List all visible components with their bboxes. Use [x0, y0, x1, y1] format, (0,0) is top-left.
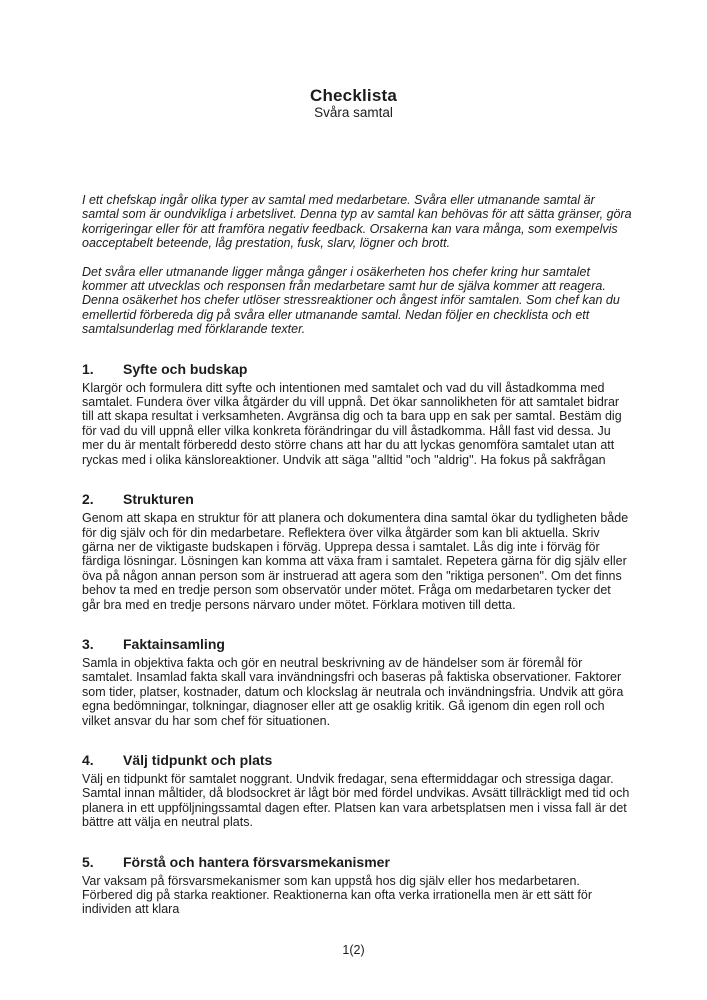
section-title: Förstå och hantera försvarsmekanismer [123, 853, 390, 870]
section-faktainsamling [82, 636, 632, 728]
section-heading [82, 752, 632, 768]
section-heading [82, 636, 632, 652]
section-number: 3. [82, 635, 94, 652]
section-strukturen [82, 491, 632, 612]
section-body: Genom att skapa en struktur för att planera och dokumentera dina samtal ökar du tydligheten både för dig själv och för din medarbetare. Reflektera över vilka åtgärder som kan bli aktuella. Skriv gärna ner de viktigaste budskapen i förväg. Upprepa dessa i samtalet. Lås dig inte i förväg för färdiga lösningar. Lösningen kan komma att växa fram i samtalet. Repetera gärna för dig själv eller öva på någon annan person som är instruerad att agera som den "riktiga personen". Om det finns behov ta med en tredje person som observatör under mötet. Fråga om medarbetaren tycker det går bra med en tredje persons närvaro under mötet. Förklara motiven till detta. [82, 511, 629, 612]
section-number: 5. [82, 853, 94, 870]
section-title: Strukturen [123, 491, 194, 508]
section-body: Var vaksam på försvarsmekanismer som kan uppstå hos dig själv eller hos medarbetaren. Förbered dig på starka reaktioner. Reaktionerna kan ofta verka irrationella men är ett sätt för individen att klara [82, 873, 592, 917]
section-body: Samla in objektiva fakta och gör en neutral beskrivning av de händelser som är föremål för samtalet. Insamlad fakta skall vara invändningsfri och baseras på faktiska observationer. Faktorer som tider, platser, kostnader, datum och klockslag är neutrala och invändningsfria. Undvik att göra egna bedömningar, tolkningar, diagnoser eller att ge osaklig kritik. Gå igenom din egen roll och vilket ansvar du har som chef för situationen. [82, 655, 624, 728]
section-title: Syfte och budskap [123, 360, 248, 377]
section-heading [82, 491, 632, 507]
section-valj-tidpunkt-och-plats [82, 752, 632, 830]
section-title: Faktainsamling [123, 635, 225, 652]
section-title: Välj tidpunkt och plats [123, 751, 273, 768]
section-heading [82, 854, 632, 870]
intro-paragraph-1: I ett chefskap ingår olika typer av samtal med medarbetare. Svåra eller utmanande samtal är samtal som är oundvikliga i arbetslivet. Denna typ av samtal kan behövas för att sätta gränser, göra korrigeringar eller för att framföra negativ feedback. Orsakerna kan vara många, som exempelvis oacceptabelt beteende, låg prestation, fusk, slarv, lögner och brott. [82, 193, 632, 251]
section-number: 4. [82, 751, 94, 768]
document-body [82, 193, 632, 917]
document-subtitle: Svåra samtal [314, 105, 393, 120]
section-heading [82, 361, 632, 377]
document-header [0, 0, 707, 121]
section-number: 1. [82, 360, 94, 377]
section-body: Klargör och formulera ditt syfte och intentionen med samtalet och vad du vill åstadkomma med samtalet. Fundera över vilka åtgärder du vill uppnå. Det ökar sannolikheten för att samtalet bidrar till att skapa resultat i verksamheten. Avgränsa dig och ta bara upp en sak per samtal. Bestäm dig för vad du vill uppnå eller vilka konkreta förändringar du vill åstadkomma. Håll fast vid dessa. Ju mer du är mentalt förberedd desto större chans att har du att lyckas genomföra samtalet utan att ryckas med i olika känsloreaktioner. Undvik att säga "alltid "och "aldrig". Ha fokus på sakfrågan [82, 380, 622, 467]
intro-paragraph-2: Det svåra eller utmanande ligger många gånger i osäkerheten hos chefer kring hur samtalet kommer att utvecklas och responsen från medarbetare samt hur de själva kommer att reagera. Denna osäkerhet hos chefer utlöser stressreaktioner och ångest inför samtalen. Som chef kan du emellertid förbereda dig på svåra eller utmanande samtal. Nedan följer en checklista och ett samtalsunderlag med förklarande texter. [82, 264, 620, 337]
section-number: 2. [82, 491, 94, 508]
page-number: 1(2) [342, 943, 365, 957]
section-body: Välj en tidpunkt för samtalet noggrant. Undvik fredagar, sena eftermiddagar och stressiga dagar. Samtal innan måltider, då blodsockret är lågt bör med fördel undvikas. Avsätt tillräckligt med tid och planera in ett uppföljningssamtal dagen efter. Platsen kan vara arbetsplatsen men i vissa fall är det bättre att välja en neutral plats. [82, 771, 630, 830]
section-syfte-och-budskap [82, 361, 632, 467]
document-title: Checklista [309, 86, 398, 105]
page-footer [0, 943, 707, 957]
section-forsta-och-hantera-forsvarsmekanismer [82, 854, 632, 917]
